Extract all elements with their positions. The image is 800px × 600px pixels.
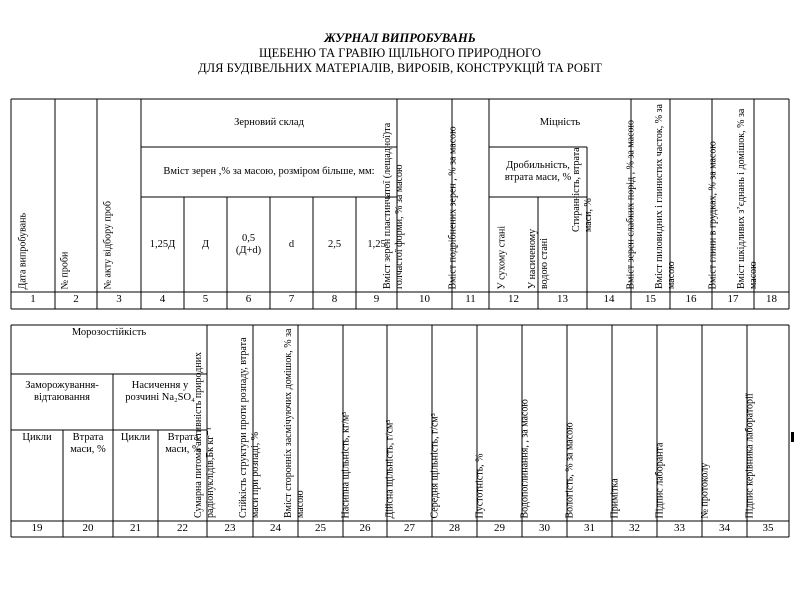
page-edge-mark	[791, 432, 794, 442]
header-freeze-thaw: Заморожування-відтаювання	[25, 380, 99, 403]
col-number-33: 33	[674, 522, 685, 534]
col-number-11: 11	[465, 293, 476, 305]
col-number-22: 22	[177, 522, 188, 534]
header-frost-resistance: Морозостійкість	[71, 327, 147, 338]
col-number-21: 21	[130, 522, 141, 534]
col-number-17: 17	[727, 293, 739, 305]
header-sulfate: Насичення у розчині Na₂SO₄	[125, 380, 195, 403]
header-grain-content: Вміст зерен ,% за масою, розміром більше, мм:	[163, 166, 375, 177]
size-col-7: d	[288, 238, 295, 250]
header-crushability: Дробильність, втрата маси, %	[504, 160, 572, 183]
col-number-28: 28	[449, 522, 460, 534]
col-number-10: 10	[419, 293, 430, 305]
col-number-7: 7	[288, 293, 295, 305]
col-number-35: 35	[762, 522, 774, 534]
col-number-13: 13	[557, 293, 568, 305]
col-number-5: 5	[202, 293, 209, 305]
size-col-9: 1,25	[367, 238, 386, 250]
col-number-3: 3	[116, 293, 122, 305]
col-number-30: 30	[539, 522, 550, 534]
col-number-34: 34	[719, 522, 730, 534]
col-number-16: 16	[685, 293, 697, 305]
col-number-23: 23	[224, 522, 236, 534]
header-strength: Міцність	[539, 117, 581, 128]
col-number-31: 31	[584, 522, 595, 534]
journal-subtitle-line1: ЩЕБЕНЮ ТА ГРАВІЮ ЩІЛЬНОГО ПРИРОДНОГО	[259, 46, 541, 60]
col-number-19: 19	[31, 522, 43, 534]
col-number-26: 26	[359, 522, 371, 534]
col-number-6: 6	[245, 293, 252, 305]
size-col-5: Д	[201, 238, 210, 250]
col-number-12: 12	[508, 293, 519, 305]
header-grain-composition: Зерновий склад	[234, 117, 304, 128]
col-number-20: 20	[82, 522, 94, 534]
col-number-32: 32	[629, 522, 640, 534]
col-number-29: 29	[494, 522, 505, 534]
size-col-6: 0,5 (Д+d)	[235, 232, 262, 256]
header-cycles-19: Цикли	[22, 432, 52, 443]
table2-lines	[11, 325, 789, 537]
journal-title: ЖУРНАЛ ВИПРОБУВАНЬ	[324, 31, 476, 45]
col-number-1: 1	[30, 293, 36, 305]
col-number-27: 27	[404, 522, 415, 534]
journal-subtitle-line2: ДЛЯ БУДІВЕЛЬНИХ МАТЕРІАЛІВ, ВИРОБІВ, КОНСТРУКЦІЙ ТА РОБІТ	[198, 61, 602, 75]
header-cycles-21: Цикли	[120, 432, 151, 443]
col-number-2: 2	[73, 293, 79, 305]
col-number-15: 15	[645, 293, 656, 305]
header-mass-loss-22: Втрата маси, %	[165, 432, 201, 455]
size-col-4: 1,25Д	[149, 238, 176, 250]
col-number-25: 25	[315, 522, 326, 534]
col-number-4: 4	[159, 293, 166, 305]
col-number-24: 24	[270, 522, 281, 534]
header-mass-loss-20: Втрата маси, %	[70, 432, 106, 455]
size-col-8: 2,5	[327, 238, 342, 250]
col-number-14: 14	[603, 293, 615, 305]
col-number-18: 18	[766, 293, 777, 305]
col-number-9: 9	[373, 293, 380, 305]
col-number-8: 8	[331, 293, 338, 305]
